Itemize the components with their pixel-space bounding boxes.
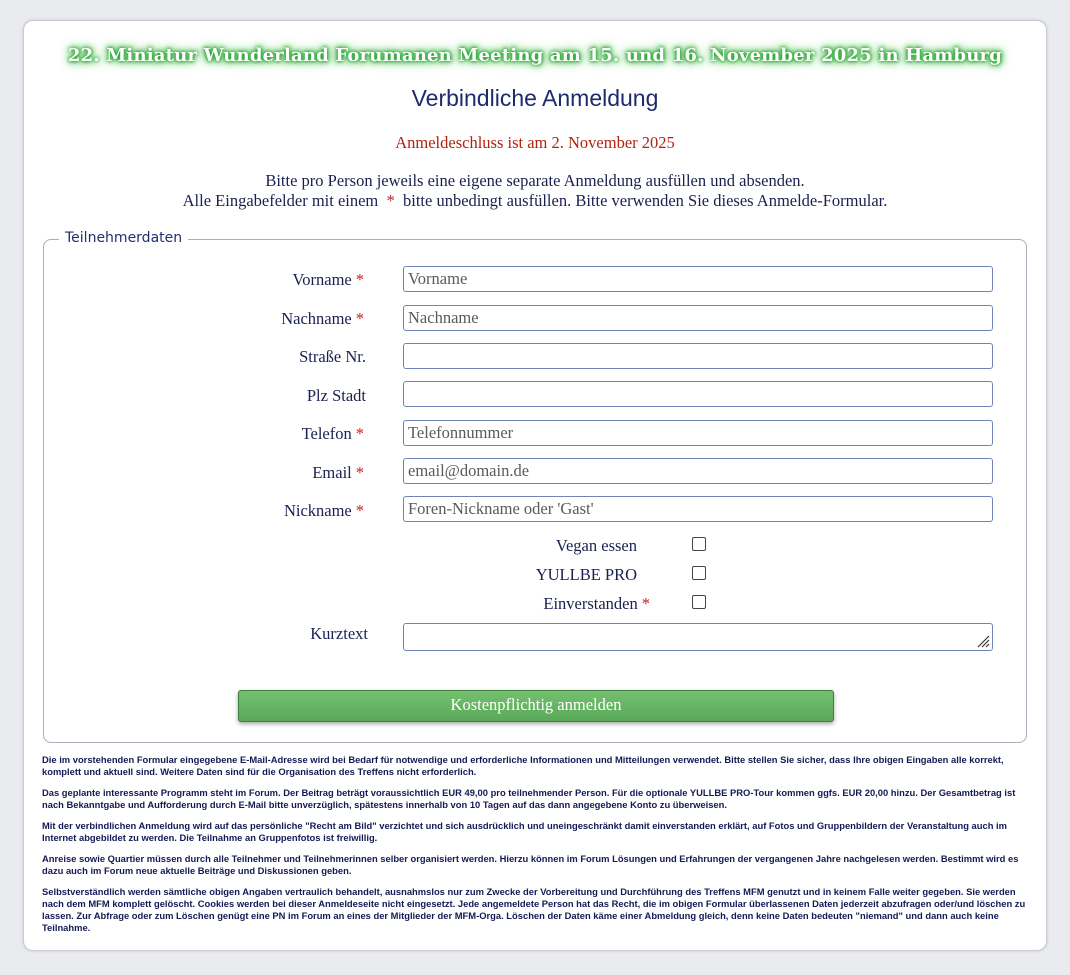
plz-stadt-label xyxy=(44,386,366,406)
einverstanden-checkbox[interactable] xyxy=(692,595,706,609)
required-star: * xyxy=(386,191,395,210)
note-paragraph: Selbstverständlich werden sämtliche obigen Angaben vertraulich behandelt, ausnahmslos nur zum Zwecke der Vorbereitung und Durchführung des Treffens MFM genutzt und in keinem Falle weiter gegeben. Sie werden nach dem MFM komplett gelöscht. Cookies werden bei dieser Anmeldeseite nicht eingesetzt. Jede angemeldete Person hat das Recht, die im obigen Formular überlassenen Daten jederzeit abzufragen oder/und löschen zu lassen. Zur Abfrage oder zum Löschen genügt eine PN im Forum an eines der Mitglieder der MFM-Orga. Löschen der Daten käme einer Abmeldung gleich, denn keine Daten bedeuten "niemand" und dann auch keine Teilnahme. xyxy=(42,886,1026,933)
resize-grip-icon[interactable] xyxy=(976,634,990,648)
vorname-label xyxy=(44,270,364,290)
strasse-input[interactable] xyxy=(403,343,993,369)
plz-stadt-label-text: Plz Stadt xyxy=(306,386,366,405)
vegan-label xyxy=(44,536,637,556)
strasse-label xyxy=(44,347,366,367)
vegan-label-text: Vegan essen xyxy=(555,536,637,555)
einverstanden-label xyxy=(44,594,650,614)
intro-text-after: bitte unbedingt ausfüllen. Bitte verwenden Sie dieses Anmelde-Formular. xyxy=(403,191,888,210)
vegan-checkbox[interactable] xyxy=(692,537,706,551)
telefon-label xyxy=(44,424,364,444)
intro-line-1: Bitte pro Person jeweils eine eigene separate Anmeldung ausfüllen und absenden. xyxy=(265,171,805,190)
registration-card xyxy=(23,20,1047,951)
note-paragraph: Das geplante interessante Programm steht im Forum. Der Beitrag beträgt voraussichtlich EUR 49,00 pro teilnehmender Person. Für die optionale YULLBE PRO-Tour kommen ggfs. EUR 20,00 hinzu. Der Gesamtbetrag ist nach Bekanntgabe und Aufforderung durch E-Mail bitte unverzüglich, spätestens innerhalb von 10 Tagen auf das dann angegebene Konto zu überweisen. xyxy=(42,787,1016,810)
strasse-label-text: Straße Nr. xyxy=(299,347,366,366)
required-star: * xyxy=(355,270,364,289)
yullbe-checkbox[interactable] xyxy=(692,566,706,580)
page-title: Verbindliche Anmeldung xyxy=(411,85,659,111)
intro-text-before: Alle Eingabefelder mit einem xyxy=(182,191,379,210)
nickname-label-text: Nickname xyxy=(283,501,352,520)
required-star: * xyxy=(641,594,650,613)
email-label-text: Email xyxy=(312,463,352,482)
intro-line-2 xyxy=(24,191,1046,211)
participant-fieldset xyxy=(43,230,1027,743)
required-star: * xyxy=(355,463,364,482)
kurztext-textarea[interactable] xyxy=(403,623,993,651)
note-paragraph: Mit der verbindlichen Anmeldung wird auf das persönliche "Recht am Bild" verzichtet und sich ausdrücklich und uneingeschränkt damit einverstanden erklärt, auf Fotos und Gruppenbildern der Veranstaltung auch im Internet abgebildet zu werden. Die Teilnahme an Gruppenfotos ist freiwillig. xyxy=(42,820,1007,843)
telefon-input[interactable] xyxy=(403,420,993,446)
nickname-label xyxy=(44,501,364,521)
kurztext-label xyxy=(44,624,368,644)
vorname-label-text: Vorname xyxy=(292,270,352,289)
email-input[interactable] xyxy=(403,458,993,484)
fieldset-legend: Teilnehmerdaten xyxy=(59,230,188,246)
submit-button[interactable]: Kostenpflichtig anmelden xyxy=(238,690,834,722)
nickname-input[interactable] xyxy=(403,496,993,522)
yullbe-label xyxy=(44,565,637,585)
deadline-notice: Anmeldeschluss ist am 2. November 2025 xyxy=(395,133,675,152)
note-paragraph: Anreise sowie Quartier müssen durch alle Teilnehmer und Teilnehmerinnen selber organisiert werden. Hierzu können im Forum Lösungen und Erfahrungen der vergangenen Jahre nachgelesen werden. Bestimmt wird es dazu auch im Forum neue aktuelle Beiträge und Diskussionen geben. xyxy=(42,853,1019,876)
legal-notes xyxy=(42,754,1032,943)
nachname-label xyxy=(44,309,364,329)
kurztext-label-text: Kurztext xyxy=(310,624,368,643)
required-star: * xyxy=(355,501,364,520)
einverstanden-label-text: Einverstanden xyxy=(543,594,638,613)
email-label xyxy=(44,463,364,483)
nachname-label-text: Nachname xyxy=(281,309,352,328)
note-paragraph: Die im vorstehenden Formular eingegebene E-Mail-Adresse wird bei Bedarf für notwendige und erforderliche Informationen und Mitteilungen verwendet. Bitte stellen Sie sicher, dass Ihre obigen Eingaben alle korrekt, komplett und aktuell sind. Weitere Daten sind für die Organisation des Treffens nicht erforderlich. xyxy=(42,754,1004,777)
nachname-input[interactable] xyxy=(403,305,993,331)
telefon-label-text: Telefon xyxy=(301,424,352,443)
plz-stadt-input[interactable] xyxy=(403,381,993,407)
yullbe-label-text: YULLBE PRO xyxy=(535,565,637,584)
vorname-input[interactable] xyxy=(403,266,993,292)
required-star: * xyxy=(355,424,364,443)
required-star: * xyxy=(355,309,364,328)
event-title: 22. Miniatur Wunderland Forumanen Meeting am 15. und 16. November 2025 in Hamburg xyxy=(67,45,1003,66)
